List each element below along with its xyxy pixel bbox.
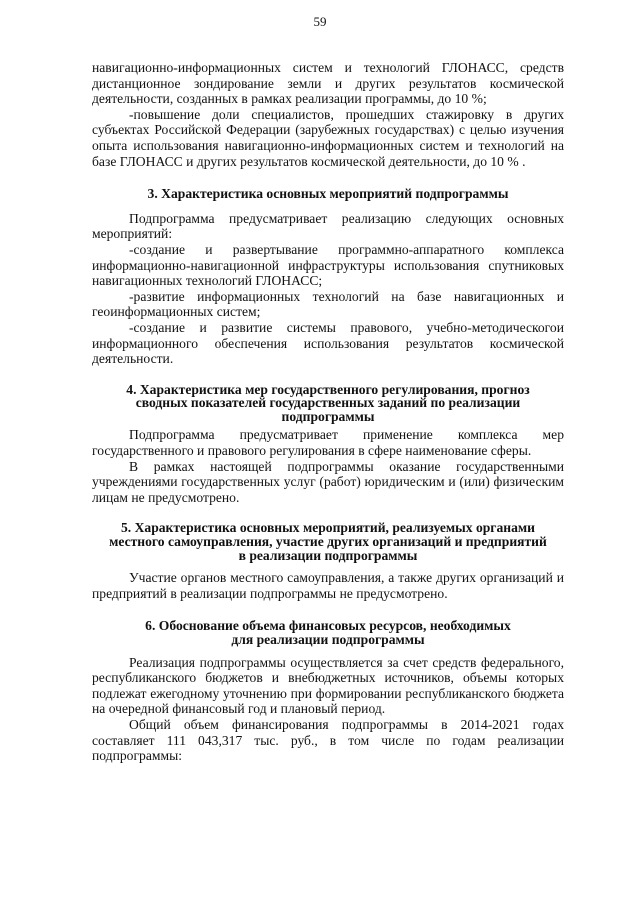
list-item: -повышение доли специалистов, прошедших стажировку в других субъектах Российской Федерации (зарубежных государствах) с целью изучения опыта использования навигационно-информационных систем и технологий на базе ГЛОНАСС и других результатов космической деятельности, до 10 % . [92,106,564,169]
paragraph: Подпрограмма предусматривает реализацию следующих основных мероприятий: [92,210,564,242]
paragraph: Реализация подпрограммы осуществляется за счет средств федерального, республиканского бюджетов и внебюджетных источников, объемы которых подлежат ежегодному уточнению при формировании республиканского бюджета на очередной финансовый год и плановый период. [92,654,564,717]
heading-line: сводных показателей государственных заданий по реализации [135,395,521,411]
paragraph: Участие органов местного самоуправления, а также других организаций и предприятий в реализации подпрограммы не предусмотрено. [92,570,564,601]
paragraph: В рамках настоящей подпрограммы оказание государственными учреждениями государственных услуг (работ) юридическим и (или) физическим лицам не предусмотрено. [92,458,564,505]
list-item: -развитие информационных технологий на базе навигационных и геоинформационных систем; [92,288,564,320]
paragraph: Общий объем финансирования подпрограммы в 2014-2021 годах составляет 111 043,317 тыс. руб., в том числе по годам реализации подпрограммы: [92,716,564,764]
section-heading-5 [92,521,564,562]
heading-line: для реализации подпрограммы [231,632,425,647]
list-item: -создание и развертывание программно-аппаратного комплекса информационно-навигационной инфраструктуры использования спутниковых навигационных технологий ГЛОНАСС; [92,241,564,289]
section-heading-3: 3. Характеристика основных мероприятий подпрограммы [147,186,509,202]
heading-line: 6. Обоснование объема финансовых ресурсов, необходимых [145,618,511,634]
heading-line: местного самоуправления, участие других организаций и предприятий [109,534,547,550]
paragraph: навигационно-информационных систем и технологий ГЛОНАСС, средств дистанционное зондирование земли и других результатов космической деятельности, созданных в рамках реализации программы, до 10 %; [92,60,564,107]
section-heading-4 [92,383,564,424]
section-heading-6 [92,619,564,646]
document-body [92,60,564,764]
paragraph: Подпрограмма предусматривает применение комплекса мер государственного и правового регулирования в сфере наименование сферы. [92,427,564,459]
list-item: -создание и развитие системы правового, учебно-методическогои информационного обеспечения использования результатов космической деятельности. [92,319,564,367]
page-number: 59 [313,14,327,29]
heading-line: 4. Характеристика мер государственного регулирования, прогноз [126,381,530,397]
heading-line: в реализации подпрограммы [238,547,418,563]
heading-line: подпрограммы [281,408,375,424]
heading-line: 5. Характеристика основных мероприятий, реализуемых органами [120,520,535,536]
